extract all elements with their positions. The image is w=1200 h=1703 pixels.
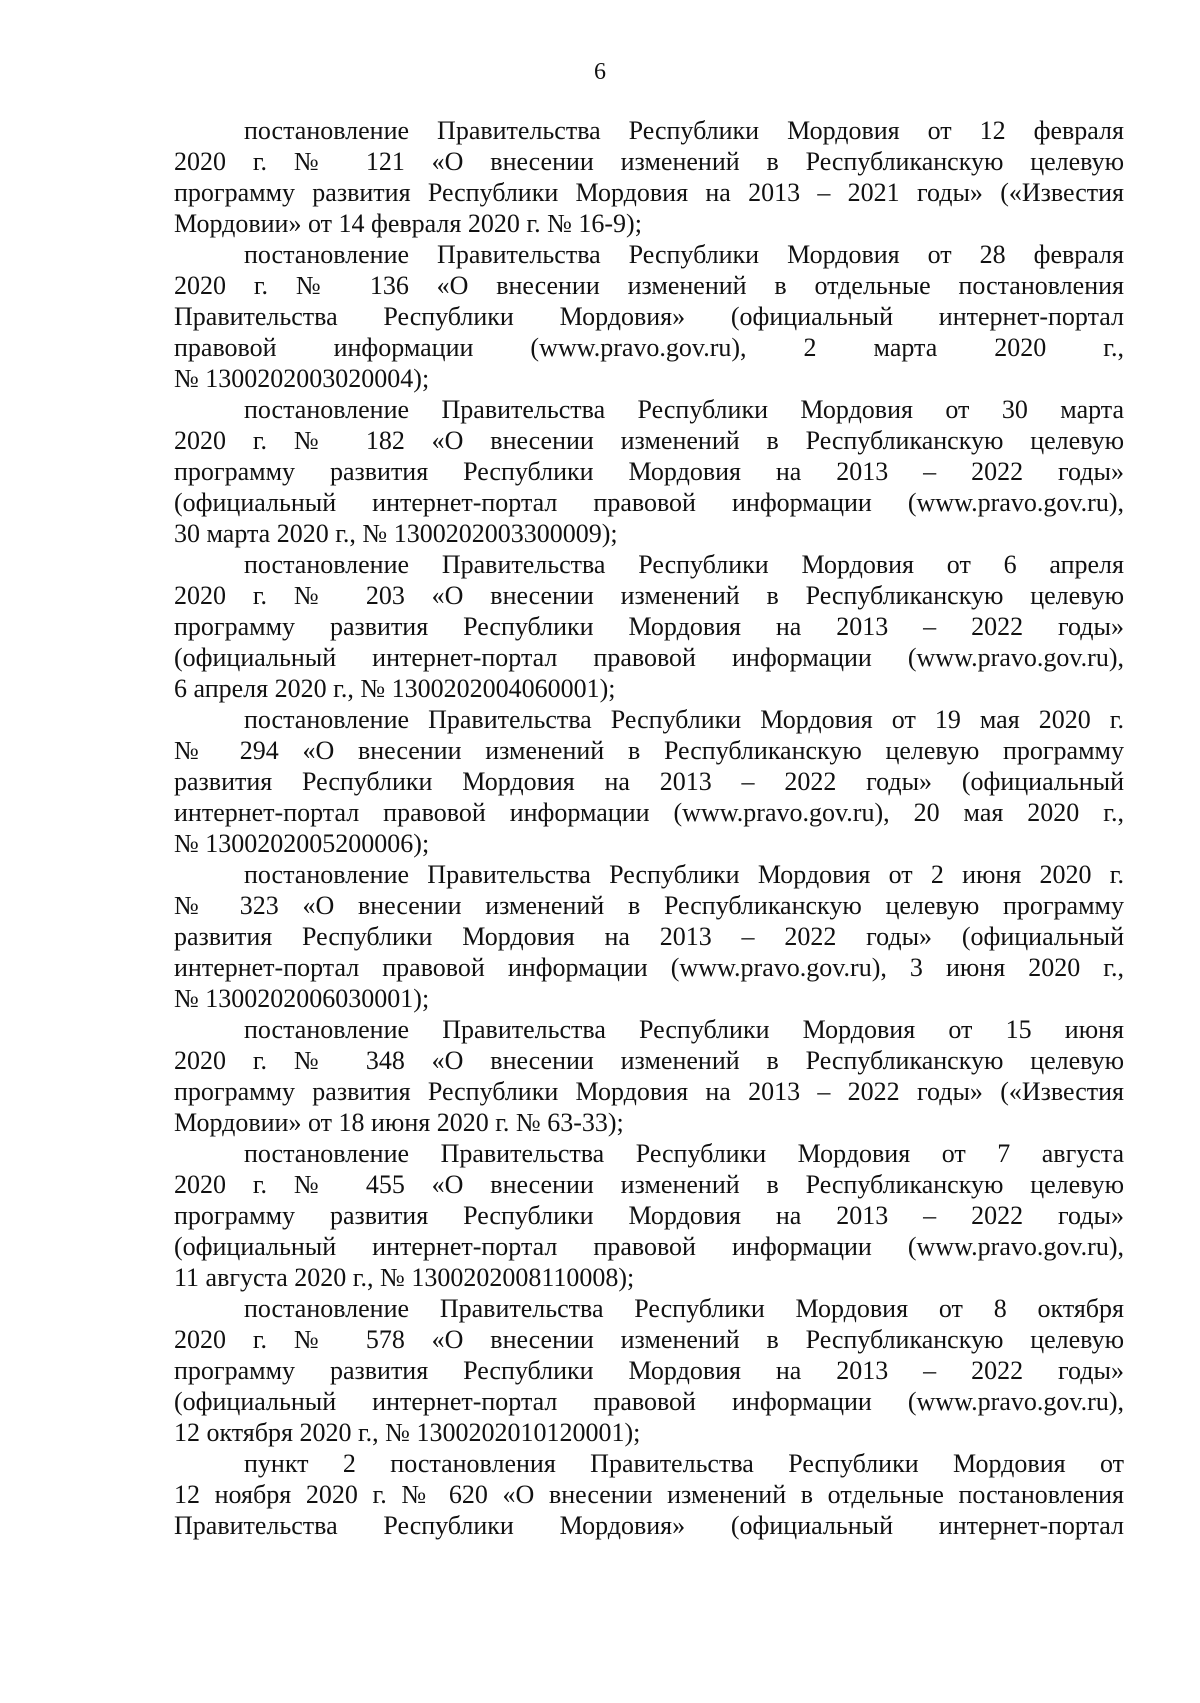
text-line: 2020 г. № 182 «О внесении изменений в Республиканскую целевую [174, 426, 1124, 455]
text-line: интернет-портал правовой информации (www.pravo.gov.ru), 3 июня 2020 г., [174, 953, 1124, 982]
text-line: постановление Правительства Республики Мордовия от 28 февраля [244, 240, 1124, 269]
text-line: программу развития Республики Мордовия на 2013 – 2022 годы» [174, 612, 1124, 641]
text-line: № 294 «О внесении изменений в Республиканскую целевую программу [174, 736, 1124, 765]
text-line: 12 ноября 2020 г. № 620 «О внесении изменений в отдельные постановления [174, 1480, 1124, 1509]
text-line: развития Республики Мордовия на 2013 – 2022 годы» (официальный [174, 767, 1124, 796]
text-line: программу развития Республики Мордовия на 2013 – 2022 годы» («Известия [174, 1077, 1124, 1106]
text-line: интернет-портал правовой информации (www.pravo.gov.ru), 20 мая 2020 г., [174, 798, 1124, 827]
text-line: постановление Правительства Республики Мордовия от 15 июня [244, 1015, 1124, 1044]
text-line: правовой информации (www.pravo.gov.ru), 2 марта 2020 г., [174, 333, 1124, 362]
text-line: (официальный интернет-портал правовой информации (www.pravo.gov.ru), [174, 1387, 1124, 1416]
text-line: постановление Правительства Республики Мордовия от 30 марта [244, 395, 1124, 424]
list-item [174, 239, 1124, 394]
page-number: 6 [594, 59, 606, 85]
text-line: развития Республики Мордовия на 2013 – 2022 годы» (официальный [174, 922, 1124, 951]
list-item [174, 1448, 1124, 1541]
text-line: пункт 2 постановления Правительства Республики Мордовия от [244, 1449, 1124, 1478]
list-item [174, 1014, 1124, 1138]
list-item [174, 859, 1124, 1014]
list-item [174, 394, 1124, 549]
list-item [174, 549, 1124, 704]
text-line: 2020 г. № 578 «О внесении изменений в Республиканскую целевую [174, 1325, 1124, 1354]
text-line: 2020 г. № 348 «О внесении изменений в Республиканскую целевую [174, 1046, 1124, 1075]
text-line: 11 августа 2020 г., № 1300202008110008); [174, 1263, 635, 1292]
text-line: 6 апреля 2020 г., № 1300202004060001); [174, 674, 616, 703]
text-line: программу развития Республики Мордовия на 2013 – 2022 годы» [174, 457, 1124, 486]
text-line: (официальный интернет-портал правовой информации (www.pravo.gov.ru), [174, 643, 1124, 672]
text-line: постановление Правительства Республики Мордовия от 7 августа [244, 1139, 1124, 1168]
text-line: (официальный интернет-портал правовой информации (www.pravo.gov.ru), [174, 1232, 1124, 1261]
text-line: Правительства Республики Мордовия» (официальный интернет-портал [174, 302, 1124, 331]
list-item [174, 1293, 1124, 1448]
text-line: 30 марта 2020 г., № 1300202003300009); [174, 519, 618, 548]
text-line: программу развития Республики Мордовия на 2013 – 2022 годы» [174, 1201, 1124, 1230]
text-line: постановление Правительства Республики Мордовия от 2 июня 2020 г. [244, 860, 1124, 889]
text-line: 2020 г. № 203 «О внесении изменений в Республиканскую целевую [174, 581, 1124, 610]
text-line: программу развития Республики Мордовия на 2013 – 2021 годы» («Известия [174, 178, 1124, 207]
list-item [174, 1138, 1124, 1293]
text-line: постановление Правительства Республики Мордовия от 19 мая 2020 г. [244, 705, 1124, 734]
text-line: Мордовии» от 18 июня 2020 г. № 63-33); [174, 1108, 624, 1137]
text-line: 2020 г. № 455 «О внесении изменений в Республиканскую целевую [174, 1170, 1124, 1199]
text-line: (официальный интернет-портал правовой информации (www.pravo.gov.ru), [174, 488, 1124, 517]
text-line: № 1300202005200006); [174, 829, 430, 858]
list-item [174, 115, 1124, 239]
text-line: 2020 г. № 136 «О внесении изменений в отдельные постановления [174, 271, 1124, 300]
text-line: № 1300202003020004); [174, 364, 430, 393]
document-body [174, 115, 1124, 1541]
text-line: постановление Правительства Республики Мордовия от 8 октября [244, 1294, 1124, 1323]
text-line: 12 октября 2020 г., № 1300202010120001); [174, 1418, 641, 1447]
text-line: программу развития Республики Мордовия на 2013 – 2022 годы» [174, 1356, 1124, 1385]
text-line: Правительства Республики Мордовия» (официальный интернет-портал [174, 1511, 1124, 1540]
text-line: 2020 г. № 121 «О внесении изменений в Республиканскую целевую [174, 147, 1124, 176]
text-line: постановление Правительства Республики Мордовия от 6 апреля [244, 550, 1124, 579]
list-item [174, 704, 1124, 859]
text-line: № 1300202006030001); [174, 984, 430, 1013]
text-line: Мордовии» от 14 февраля 2020 г. № 16-9); [174, 209, 642, 238]
text-line: № 323 «О внесении изменений в Республиканскую целевую программу [174, 891, 1124, 920]
text-line: постановление Правительства Республики Мордовия от 12 февраля [244, 116, 1124, 145]
